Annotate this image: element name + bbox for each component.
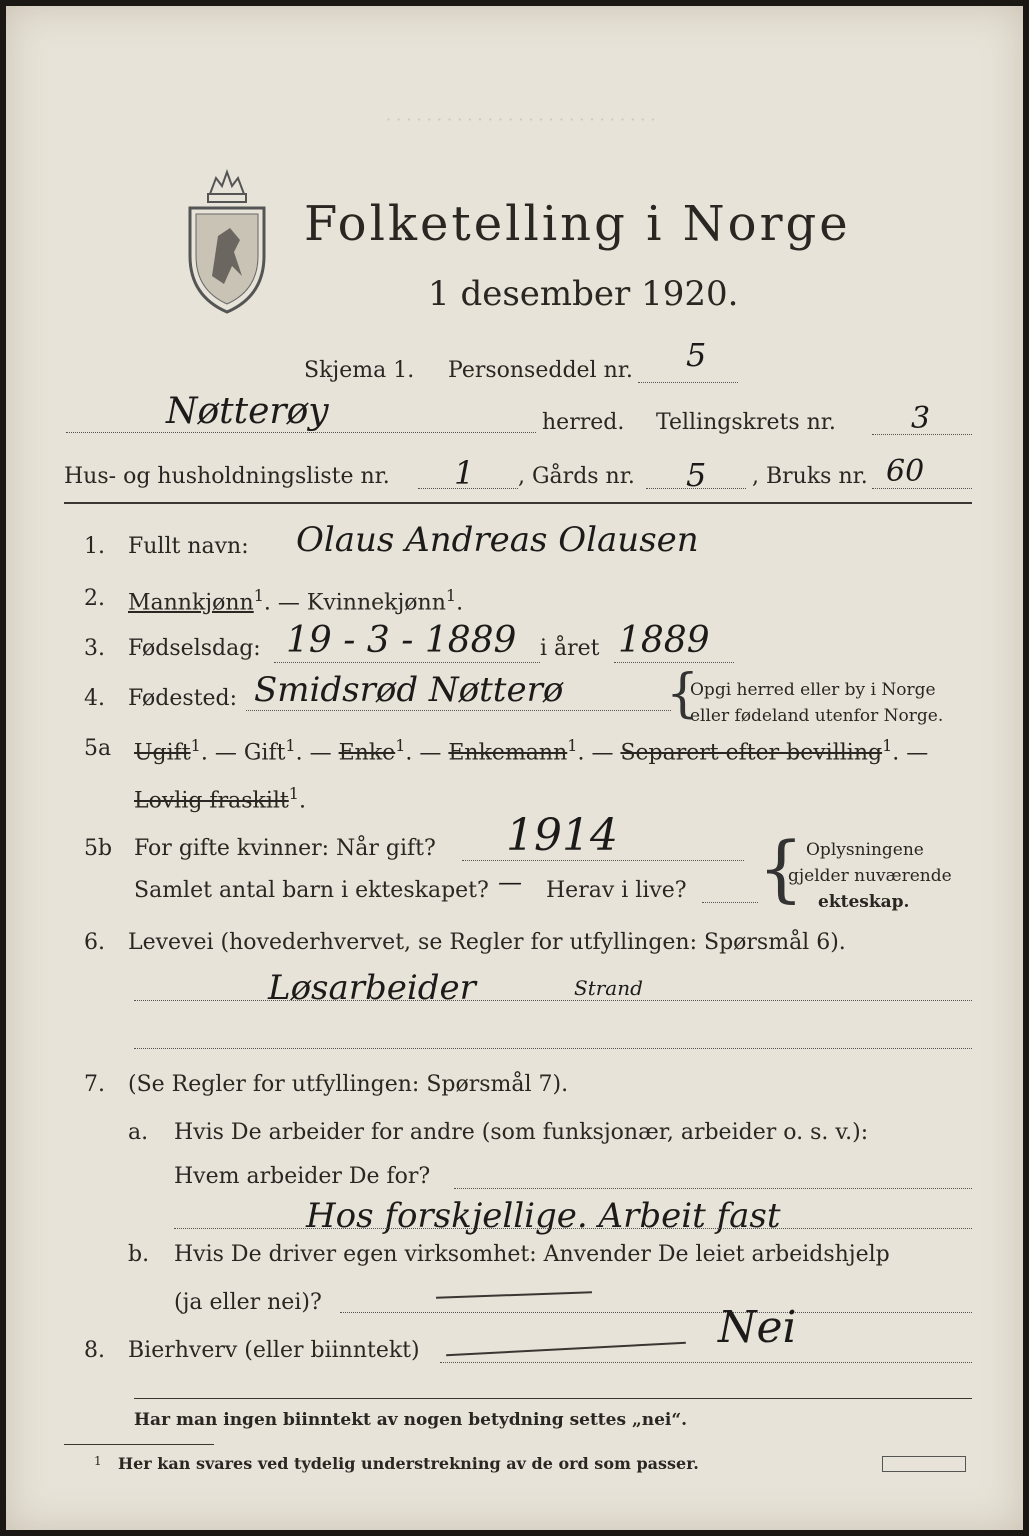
gards-value: 5 [686,456,707,494]
footer-divider [134,1398,972,1399]
herred-label: herred. [542,410,625,435]
sex-options: Mannkjønn$^1$. — Kvinnekjønn$^1$. [128,586,464,616]
employer-value: Hos forskjellige. Arbeit fast [306,1196,781,1236]
full-name-value: Olaus Andreas Olausen [296,520,699,560]
occupation-line-1 [134,1000,972,1001]
employer-line-2 [174,1228,972,1229]
herred-line [66,432,536,433]
employer-label: Hvem arbeider De for? [174,1164,431,1189]
hus-label: Hus- og husholdningsliste nr. [64,464,390,489]
footnote-divider [64,1444,214,1445]
gards-label: , Gårds nr. [518,464,635,489]
header-divider [64,502,972,504]
personseddel-label: Personseddel nr. [448,358,633,383]
fraskilt-option-line: Lovlig fraskilt$^1$. [134,784,306,814]
census-form-page [6,6,1023,1530]
children-total-label: Samlet antal barn i ekteskapet? [134,878,489,903]
footnote-text: Her kan svares ved tydelig understrekning av de ord som passer. [118,1454,699,1473]
bleed-through-mark: · · · · · · · · · · · · · · · · · · · · · · · · · · · [386,110,656,129]
hired-help-line [340,1312,972,1313]
year-label: i året [540,636,600,661]
footnote-marker: 1 [94,1454,102,1468]
q4-number: 4. [84,686,105,711]
ugift-option: Ugift [134,740,191,766]
q7-number: 7. [84,1072,105,1097]
enke-option: Enke [338,740,396,766]
q3-label: Fødselsdag: [128,636,261,661]
gift-option: Gift [243,740,286,766]
married-when-label: For gifte kvinner: Når gift? [134,836,436,861]
q8-number: 8. [84,1338,105,1363]
q1-number: 1. [84,534,105,559]
marriage-note-2: gjelder nuværende [788,866,952,886]
birthplace-note-2: eller fødeland utenfor Norge. [690,706,944,726]
birthyear-value: 1889 [618,620,710,661]
bruks-value: 60 [886,454,925,489]
occupation-extra-value: Strand [574,976,643,1000]
census-date: 1 desember 1920. [428,274,739,314]
q3-number: 3. [84,636,105,661]
q5b-number: 5b [84,836,113,861]
personseddel-value: 5 [686,336,707,374]
employer-line-1 [454,1188,972,1189]
q8-label: Bierhverv (eller biinntekt) [128,1338,420,1363]
birthplace-value: Smidsrød Nøtterø [254,670,564,710]
side-income-value: Nei [718,1302,797,1353]
female-option: Kvinnekjønn [306,590,446,616]
q1-label: Fullt navn: [128,534,249,559]
form-title: Folketelling i Norge [304,196,851,252]
children-total-value: — [498,868,522,896]
footer-note: Har man ingen biinntekt av nogen betydning settes „nei“. [134,1410,688,1430]
birthdate-line [274,662,540,663]
separert-option: Separert efter bevilling [620,740,883,766]
married-year-value: 1914 [506,810,618,861]
tellingskrets-label: Tellingskrets nr. [656,410,836,435]
marriage-note-1: Oplysningene [806,840,924,860]
marriage-brace: { [758,826,804,910]
printer-stamp [882,1456,966,1472]
fraskilt-option: Lovlig fraskilt [134,788,289,814]
marriage-note-3: ekteskap. [818,892,910,912]
occupation-value: Løsarbeider [268,968,476,1008]
children-alive-label: Herav i live? [546,878,687,903]
q7-label: (Se Regler for utfyllingen: Spørsmål 7). [128,1072,569,1097]
tellingskrets-value: 3 [911,401,931,436]
q6-number: 6. [84,930,105,955]
q2-number: 2. [84,586,105,611]
side-income-dash [446,1342,686,1357]
q7b-letter: b. [128,1242,150,1267]
hired-help-dash [436,1291,592,1298]
hus-value: 1 [454,454,475,492]
children-alive-line [702,902,758,903]
enkemann-option: Enkemann [448,740,568,766]
hired-help-label: (ja eller nei)? [174,1290,322,1315]
marital-status-options: Ugift$^1$. — Gift$^1$. — Enke$^1$. — Enkemann$^1$. — Separert efter bevilling$^1$. — [134,736,929,766]
q5a-number: 5a [84,736,112,761]
q4-label: Fødested: [128,686,238,711]
birthdate-value: 19 - 3 - 1889 [286,620,517,661]
q7a-label: Hvis De arbeider for andre (som funksjonær, arbeider o. s. v.): [174,1120,869,1145]
male-option: Mannkjønn [128,590,254,616]
schema-label: Skjema 1. [304,358,415,383]
q7a-letter: a. [128,1120,149,1145]
bruks-label: , Bruks nr. [752,464,868,489]
side-income-line [440,1362,972,1363]
q7b-label: Hvis De driver egen virksomhet: Anvender De leiet arbeidshjelp [174,1242,890,1267]
q6-label: Levevei (hovederhvervet, se Regler for utfyllingen: Spørsmål 6). [128,930,846,955]
coat-of-arms-emblem [182,156,272,316]
personseddel-line [638,382,738,383]
occupation-line-2 [134,1048,972,1049]
birthplace-brace: { [666,664,700,724]
year-line [614,662,734,663]
birthplace-note-1: Opgi herred eller by i Norge [690,680,936,700]
herred-value: Nøtterøy [166,391,329,432]
birthplace-line [246,710,671,711]
